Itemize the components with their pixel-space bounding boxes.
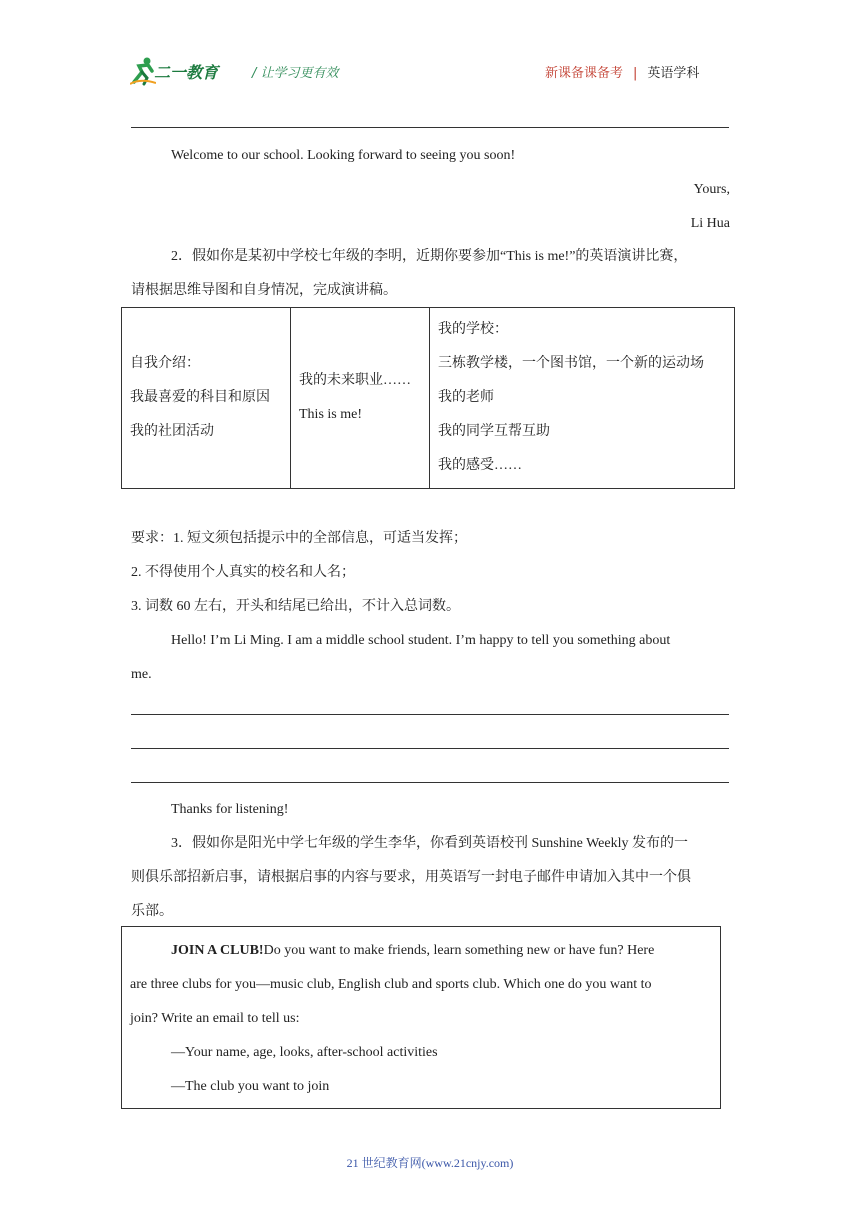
q1-signature: Li Hua: [690, 216, 730, 231]
header-subject: 英语学科: [647, 66, 700, 81]
notice-item2: —The club you want to join: [171, 1079, 330, 1094]
q3-intro-line1: 3．假如你是阳光中学七年级的学生李华，你看到英语校刊 Sunshine Weekly 发布的一: [171, 836, 688, 851]
q2-ending: Thanks for listening!: [171, 802, 289, 817]
table-col-center: 我的未来职业…… This is me!: [291, 308, 430, 489]
notice-line1: JOIN A CLUB!Do you want to make friends, learn something new or have fun? Here: [171, 943, 655, 958]
header-right: [545, 62, 699, 81]
q2-opening-line2: me.: [131, 667, 152, 682]
notice-line2: are three clubs for you—music club, English club and sports club. Which one do you want to: [130, 977, 652, 992]
q2-requirement-3: 3. 词数 60 左右，开头和结尾已给出，不计入总词数。: [131, 599, 460, 614]
q3-intro-line3: 乐部。: [131, 904, 173, 919]
club-notice-box: [121, 926, 721, 1109]
header-separator: |: [633, 66, 638, 81]
q2-requirement-2: 2. 不得使用个人真实的校名和人名；: [131, 565, 355, 580]
q2-requirement-1: 要求：1. 短文须包括提示中的全部信息，可适当发挥；: [131, 531, 467, 546]
notice-item1: —Your name, age, looks, after-school activities: [171, 1045, 438, 1060]
table-col-school: 我的学校： 三栋教学楼，一个图书馆，一个新的运动场 我的老师 我的同学互帮互助 我的感受……: [430, 308, 735, 489]
runner-logo-icon: [130, 56, 156, 86]
q1-closing: Welcome to our school. Looking forward to seeing you soon!: [171, 148, 516, 163]
logo: [130, 56, 240, 88]
q2-intro-line1: 2．假如你是某初中学校七年级的李明，近期你要参加“This is me!”的英语演讲比赛，: [171, 249, 688, 264]
notice-line3: join? Write an email to tell us:: [130, 1011, 300, 1026]
table-col-self: 自我介绍： 我最喜爱的科目和原因 我的社团活动: [122, 308, 291, 489]
q2-intro-line2: 请根据思维导图和自身情况，完成演讲稿。: [131, 283, 397, 298]
answer-line: [131, 748, 729, 749]
q2-opening-line1: Hello! I’m Li Ming. I am a middle school student. I’m happy to tell you something about: [171, 633, 671, 648]
header-subtitle: 新课备课备考: [545, 66, 624, 81]
answer-line: [131, 127, 729, 128]
q1-yours: Yours,: [693, 182, 730, 197]
q3-intro-line2: 则俱乐部招新启事，请根据启事的内容与要求，用英语写一封电子邮件申请加入其中一个俱: [131, 870, 691, 885]
answer-line: [131, 714, 729, 715]
answer-line: [131, 782, 729, 783]
mind-map-table: [121, 307, 735, 489]
slogan: / 让学习更有效: [252, 66, 339, 81]
logo-text: 二一教育: [154, 63, 219, 82]
footer-link[interactable]: 21 世纪教育网(www.21cnjy.com): [346, 1156, 514, 1170]
notice-heading: JOIN A CLUB!: [171, 943, 264, 958]
